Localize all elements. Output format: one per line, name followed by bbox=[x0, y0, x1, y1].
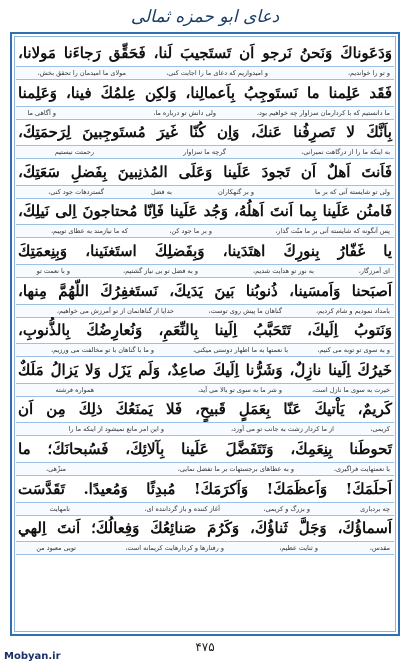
arabic-line: فَامنُن عَلَينا بِما اَنتَ اَهلُهُ، وَجُد عَلَينا فَاِنّا مُحتاجونَ اِلى نَيلِكَ، bbox=[18, 202, 392, 221]
translation: مقدس، bbox=[369, 544, 390, 553]
translation: مولای ما امیدمان را تحقق بخش، bbox=[37, 69, 126, 77]
prayer-text bbox=[16, 40, 394, 555]
translation: ای آمرزگار، bbox=[358, 266, 390, 275]
translation: و به فضل تو بی نیاز گشتیم، bbox=[122, 266, 198, 275]
translation: گرچه ما سزاوار bbox=[183, 148, 226, 157]
line-block bbox=[16, 278, 394, 318]
translation: کریمی، bbox=[370, 425, 390, 434]
arabic-line: اَسماؤُكَ، وَجَلَّ ثَناؤُكَ، وَكَرُمَ صَنائِعُكَ وَفِعالُكَ؛ اَنتَ اِلهي bbox=[18, 519, 392, 538]
line-block bbox=[16, 119, 394, 159]
line-block bbox=[16, 198, 394, 238]
line-block bbox=[16, 238, 394, 278]
translation: ولی تو شایسته آنی که بر ما bbox=[314, 187, 390, 196]
translation-row bbox=[16, 541, 394, 555]
translation: و آگاهی ما bbox=[27, 108, 56, 117]
translation: به فضل bbox=[150, 187, 172, 196]
translation: به نور تو هدایت شدیم، bbox=[253, 266, 314, 275]
translation: آغاز کننده و باز گرداننده ای، bbox=[144, 504, 220, 513]
translation: و شر ما به سوی تو بالا می آید، bbox=[197, 385, 282, 394]
translation-row bbox=[16, 502, 394, 516]
arabic-line: يا غَفّارُ بِنورِكَ اهتَدَينا، وَبِفَضلِكَ استَغنَينا، وَبِنِعمَتِكَ bbox=[18, 241, 392, 260]
line-block bbox=[16, 476, 394, 516]
translation: خیرت به سوی ما نازل است، bbox=[311, 385, 390, 394]
translation: و ما با گناهان با تو مخالفت می ورزیم، bbox=[51, 346, 154, 355]
page-number: ۴۷۵ bbox=[195, 640, 215, 654]
translation: و بر ما جود کن، bbox=[169, 227, 212, 236]
page-title: دعای ابو حمزه ثمالی bbox=[130, 7, 280, 27]
translation: رحمتت نیستیم bbox=[54, 148, 94, 157]
line-block bbox=[16, 159, 394, 199]
arabic-line: بِاَنَّكَ لا تَصرِفُنا عَنكَ، وَاِن كُنّا غَيرَ مُستَوجِبينَ لِرَحمَتِكَ، bbox=[18, 123, 392, 142]
line-block bbox=[16, 515, 394, 555]
translation-row bbox=[16, 383, 394, 397]
translation-row bbox=[16, 185, 394, 199]
arabic-line: وَدَعَوناكَ وَنَحنُ نَرجو اَن تَستَجيبَ لَنا، فَحَقِّق رَجاءَنا مَولانا، bbox=[18, 44, 392, 62]
translation-row bbox=[16, 66, 394, 80]
translation: از ما کردار زشت به جانب تو می آورد، bbox=[230, 425, 334, 434]
line-block bbox=[16, 357, 394, 397]
translation: خدایا از گناهانمان از تو آمرزش می خواهیم، bbox=[56, 306, 174, 315]
translation: و تو را خواندیم، bbox=[347, 69, 390, 77]
translation: پس آنگونه که شایسته آنی بر ما منّت گذار، bbox=[275, 227, 390, 236]
arabic-line: فَقَد عَلِمنا ما نَستَوجِبُ بِاَعمالِنا، وَلكِن عِلمُكَ فينا، وَعَلِمنا bbox=[18, 83, 392, 102]
translation: چه بردباری bbox=[360, 504, 390, 513]
arabic-line: كَريمٌ، يَاْتيكَ عَنّا بِعَمَلٍ قَبيحٍ، فَلا يَمنَعُكَ ذلِكَ مِن اَن bbox=[18, 400, 392, 419]
translation: گستردهات جود کنی، bbox=[48, 187, 104, 196]
translation: و ثنایت عظیم، bbox=[279, 544, 318, 553]
arabic-line: فَاَنتَ اَهلٌ اَن تَجودَ عَلَينا وَعَلَى المُذنِبينَ بِفَضلِ سَعَتِكَ، bbox=[18, 162, 392, 181]
arabic-line: تَحوطَنا بِنِعَمِكَ، وَتَتَفَضَّلَ عَلَينا بِآلائِكَ، فَسُبحانَكَ؛ ما bbox=[18, 439, 392, 458]
translation-row bbox=[16, 422, 394, 436]
translation: با نعمتهایت فراگیری، bbox=[333, 464, 390, 473]
translation: با نعمتها به ما اظهار دوستی میکنی، bbox=[192, 346, 288, 355]
translation: و امیدواریم که دعای ما را اجابت کنی، bbox=[166, 69, 268, 77]
translation: که ما نیازمند به عطای توییم، bbox=[50, 227, 128, 236]
translation: و این امر مانع نمیشود از اینکه ما را bbox=[68, 425, 164, 434]
arabic-line: اَحلَمَكَ! وَاَعظَمَكَ! وَاَكرَمَكَ! مُبدِئًا وَمُعيدًا. تَقَدَّسَت bbox=[18, 479, 392, 498]
line-block bbox=[16, 40, 394, 80]
translation: و به سوی تو توبه می کنیم، bbox=[317, 346, 390, 355]
translation-row bbox=[16, 145, 394, 159]
translation-row bbox=[16, 106, 394, 120]
line-block bbox=[16, 436, 394, 476]
translation: بامداد نمودیم و شام کردیم، bbox=[315, 306, 390, 315]
line-block bbox=[16, 317, 394, 357]
translation-row bbox=[16, 462, 394, 476]
translation: و بر گنهکاران bbox=[217, 187, 254, 196]
translation-row bbox=[16, 343, 394, 357]
translation: تویی معبود من bbox=[36, 544, 76, 553]
translation: همواره فرشته bbox=[55, 385, 94, 394]
site-watermark: Mobyan.ir bbox=[4, 651, 61, 662]
translation: گناهان ما پیش روی توست، bbox=[208, 306, 282, 315]
translation-row bbox=[16, 264, 394, 278]
translation: و به عطاهای برجستهات بر ما تفضل نمایی، bbox=[177, 464, 294, 473]
line-block bbox=[16, 396, 394, 436]
translation: و رفتارها و کردارهایت کریمانه است، bbox=[125, 544, 224, 553]
translation: منزّهی، bbox=[46, 464, 66, 473]
translation: و بزرگ و کریمی، bbox=[263, 504, 310, 513]
translation-row bbox=[16, 224, 394, 238]
translation: و با نعمت تو bbox=[36, 266, 70, 275]
arabic-line: وَنَتوبُ اِلَيكَ، تَتَحَبَّبُ اِلَينا بِالنِّعَمِ، وَنُعارِضُكَ بِالذُّنوبِ، bbox=[18, 321, 392, 340]
translation: نامهایت bbox=[49, 504, 70, 513]
line-block bbox=[16, 80, 394, 120]
translation: به اینکه ما را از درگاهت نمیرانی، bbox=[301, 148, 390, 157]
translation-row bbox=[16, 304, 394, 318]
arabic-line: خَيرُكَ اِلَينا نازِلٌ، وَشَرُّنا اِلَيكَ صاعِدٌ، وَلَم يَزَل وَلا يَزالُ مَلَكٌ bbox=[18, 360, 392, 379]
translation: ما دانستیم که با کردارمان سزاوار چه خواهیم بود، bbox=[256, 108, 390, 117]
arabic-line: اَصبَحنا وَاَمسَينا، ذُنوبُنا بَينَ يَدَيكَ، نَستَغفِرُكَ اللّهُمَّ مِنها، bbox=[18, 281, 392, 300]
translation: ولی دانش تو درباره ما، bbox=[153, 108, 216, 117]
